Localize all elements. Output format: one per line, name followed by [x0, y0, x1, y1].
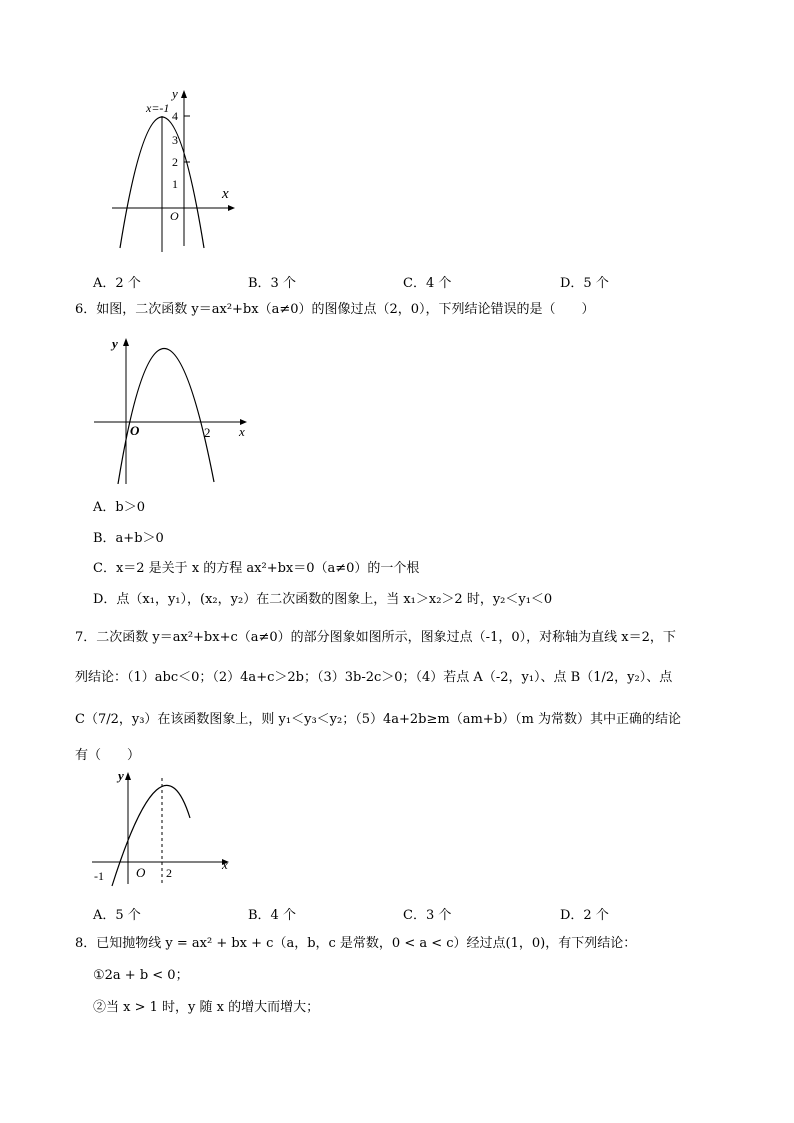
q6-option-b: B．a+b＞0	[93, 531, 164, 546]
q7-option-a: A．5 个	[93, 908, 141, 923]
q7-stem-line4: 有（ ）	[75, 748, 141, 763]
q5-option-c: C．4 个	[403, 276, 452, 291]
fig5-x-eq-label: x=-1	[146, 101, 170, 115]
fig5-tick-3: 3	[172, 133, 178, 147]
q6-option-d: D．点（x₁，y₁），(x₂，y₂）在二次函数的图象上，当 x₁＞x₂＞2 时，y₂＜y₁＜0	[93, 592, 553, 607]
q5-figure	[108, 86, 238, 252]
q7-stem-line1: 7．二次函数 y＝ax²+bx+c（a≠0）的部分图象如图所示，图象过点（-1，0），对称轴为直线 x＝2，下	[75, 630, 676, 645]
q8-stem: 8．已知抛物线 y = ax² + bx + c（a，b，c 是常数，0 < a < c）经过点(1，0)，有下列结论：	[75, 936, 637, 951]
fig6-y-label: y	[112, 336, 118, 351]
fig5-tick-2: 2	[172, 155, 178, 169]
fig5-origin: O	[170, 209, 179, 223]
fig6-origin: O	[130, 423, 140, 438]
fig7-origin: O	[136, 865, 146, 880]
q5-option-a: A．2 个	[93, 276, 141, 291]
q7-option-b: B．4 个	[248, 908, 296, 923]
fig5-x-label: x	[222, 186, 229, 202]
fig6-x-label: x	[239, 424, 245, 439]
fig6-two: 2	[204, 425, 211, 440]
fig5-tick-4: 4	[172, 109, 178, 123]
q6-stem: 6．如图，二次函数 y＝ax²+bx（a≠0）的图像过点（2，0），下列结论错误的是（ ）	[75, 302, 595, 317]
q6-figure	[92, 334, 252, 484]
q6-option-c: C．x＝2 是关于 x 的方程 ax²+bx＝0（a≠0）的一个根	[93, 561, 420, 576]
q8-item2: ②当 x > 1 时，y 随 x 的增大而增大；	[93, 1000, 320, 1015]
fig5-y-label: y	[172, 86, 178, 101]
q8-item1: ①2a + b < 0；	[93, 968, 189, 983]
fig5-tick-1: 1	[172, 177, 178, 191]
q7-figure	[90, 768, 240, 888]
q6-option-a: A．b＞0	[93, 500, 145, 515]
fig7-x-label: x	[222, 857, 228, 872]
fig7-two: 2	[166, 866, 172, 880]
fig7-minus1: -1	[94, 869, 104, 883]
q5-option-b: B．3 个	[248, 276, 296, 291]
q5-option-d: D．5 个	[560, 276, 609, 291]
fig7-y-label: y	[118, 768, 124, 783]
q7-option-c: C．3 个	[403, 908, 452, 923]
q7-stem-line3: C（7/2，y₃）在该函数图象上，则 y₁＜y₃＜y₂；（5）4a+2b≥m（am+b）（m 为常数）其中正确的结论	[75, 712, 681, 727]
q7-option-d: D．2 个	[560, 908, 609, 923]
q7-stem-line2: 列结论：（1）abc＜0；（2）4a+c＞2b；（3）3b-2c＞0；（4）若点 A（-2，y₁）、点 B（1/2，y₂）、点	[75, 670, 673, 685]
